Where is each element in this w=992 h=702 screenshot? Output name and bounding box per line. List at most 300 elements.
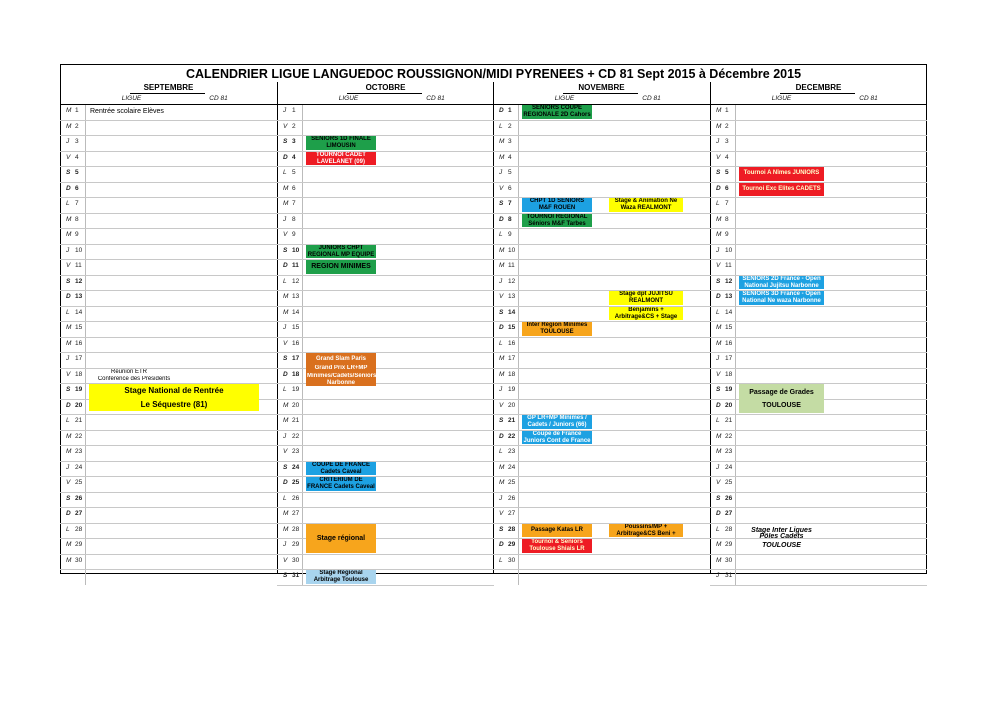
day-number: 8 — [725, 215, 729, 223]
row-line — [60, 414, 277, 415]
day-number: 22 — [725, 432, 733, 440]
day-letter: J — [716, 138, 720, 145]
day-letter: S — [716, 277, 721, 285]
day-number: 1 — [508, 107, 512, 114]
day-number: 6 — [292, 184, 296, 192]
day-number: 1 — [75, 107, 79, 114]
day-letter: V — [66, 153, 71, 161]
dec-seniors-3d: SENIORS 3D France - Open National Ne waza Narbonne — [739, 291, 824, 305]
day-letter: J — [716, 355, 720, 362]
day-letter: J — [716, 572, 720, 579]
day-number: 17 — [75, 355, 83, 362]
row-line — [60, 259, 277, 260]
row-line — [493, 554, 710, 555]
day-letter: L — [283, 277, 287, 285]
row-line — [277, 445, 494, 446]
nov-passage-katas: Passage Katas LR — [522, 524, 592, 538]
dec-stage-inter: Stage Inter Ligues — [751, 526, 812, 534]
dec-seniors-2d: SENIORS 2D France - Open National Jujitsu Narbonne — [739, 276, 824, 290]
day-number: 20 — [75, 401, 83, 409]
day-number: 10 — [292, 246, 300, 254]
day-number: 9 — [508, 231, 512, 238]
row-line — [493, 228, 710, 229]
month-separator — [493, 82, 494, 573]
row-line — [277, 166, 494, 167]
day-number: 23 — [508, 448, 516, 455]
oct-criterium: CRITERIUM DE FRANCE Cadets Caveal — [307, 477, 375, 490]
day-number: 26 — [725, 494, 733, 502]
day-number: 17 — [292, 355, 300, 362]
day-letter: M — [283, 293, 289, 300]
day-number: 28 — [292, 525, 300, 533]
row-line — [710, 445, 927, 446]
row-line — [493, 352, 710, 353]
day-number: 21 — [508, 417, 516, 424]
row-line — [710, 135, 927, 136]
row-line — [277, 213, 494, 214]
day-letter: M — [716, 556, 722, 564]
row-line — [493, 399, 710, 400]
day-letter: D — [716, 293, 721, 300]
day-letter: L — [499, 448, 503, 455]
row-line — [710, 244, 927, 245]
day-number: 1 — [292, 107, 296, 114]
day-number: 4 — [508, 153, 512, 161]
dec-tournoi-nimes: Tournoi A Nîmes JUNIORS — [739, 167, 824, 181]
month-header-2: NOVEMBRE — [578, 83, 625, 92]
nov-tournoi-seniors: Tournoi & Seniors Toulouse Shiais LR — [522, 539, 592, 553]
row-line — [710, 430, 927, 431]
day-letter: D — [499, 324, 504, 331]
day-letter: J — [716, 463, 720, 471]
row-line — [710, 414, 927, 415]
row-line — [710, 476, 927, 477]
row-line — [710, 321, 927, 322]
day-number: 28 — [75, 525, 83, 533]
day-letter: D — [283, 153, 288, 161]
nov-gp: GP LR+MP Minimes / Cadets / Juniors (66) — [522, 415, 592, 429]
nov-benjamins: Benjamins + Arbitrage&CS + Stage — [609, 307, 683, 321]
day-letter: M — [716, 541, 722, 548]
day-letter: D — [66, 510, 71, 517]
day-letter: S — [716, 386, 721, 393]
day-letter: M — [283, 525, 289, 533]
day-number: 10 — [508, 246, 516, 254]
day-letter: M — [66, 215, 72, 223]
day-number: 6 — [508, 184, 512, 192]
day-letter: V — [716, 262, 721, 269]
day-letter: J — [499, 386, 503, 393]
row-line — [493, 368, 710, 369]
day-letter: M — [283, 184, 289, 192]
day-number: 17 — [508, 355, 516, 362]
day-number: 25 — [292, 479, 300, 486]
day-number: 16 — [75, 339, 83, 347]
day-number: 2 — [508, 122, 512, 130]
day-number: 26 — [75, 494, 83, 502]
day-letter: S — [499, 417, 504, 424]
day-number: 14 — [725, 308, 733, 316]
row-line — [277, 430, 494, 431]
month-separator — [710, 82, 711, 573]
day-number: 3 — [75, 138, 79, 145]
day-letter: M — [716, 339, 722, 347]
day-letter: M — [499, 355, 505, 362]
row-line — [60, 492, 277, 493]
oct-stage-regional-minimes: Stage régional — [306, 524, 376, 553]
row-line — [710, 492, 927, 493]
col-label-ligue: LIGUE — [554, 95, 575, 102]
row-line — [277, 585, 494, 586]
row-line — [277, 492, 494, 493]
day-letter: V — [499, 510, 504, 517]
day-letter: M — [66, 541, 72, 548]
day-number: 5 — [725, 169, 729, 176]
day-number: 31 — [292, 572, 300, 579]
day-number: 3 — [292, 138, 296, 145]
row-line — [493, 151, 710, 152]
day-letter: M — [283, 401, 289, 409]
day-letter: L — [716, 417, 720, 424]
day-number: 10 — [75, 246, 83, 254]
day-number: 30 — [292, 556, 300, 564]
day-number: 17 — [725, 355, 733, 362]
col-label-cd: CD 81 — [426, 95, 445, 102]
row-line — [493, 275, 710, 276]
day-number: 13 — [508, 293, 516, 300]
day-number: 29 — [75, 541, 83, 548]
row-line — [493, 337, 710, 338]
row-line — [60, 151, 277, 152]
day-number: 26 — [292, 494, 300, 502]
nov-stage-animation: Stage & Animation Ne Waza REALMONT — [609, 198, 683, 212]
day-letter: D — [499, 107, 504, 114]
day-letter: L — [66, 308, 70, 316]
day-letter: L — [499, 122, 503, 130]
row-line — [60, 337, 277, 338]
day-number: 11 — [75, 262, 82, 269]
day-number: 9 — [725, 231, 729, 238]
row-line — [60, 538, 277, 539]
row-line — [710, 337, 927, 338]
day-number: 29 — [725, 541, 733, 548]
day-number: 8 — [508, 215, 512, 223]
row-line — [277, 275, 494, 276]
day-separator — [85, 104, 86, 585]
day-number: 20 — [725, 401, 733, 409]
day-number: 19 — [292, 386, 300, 393]
day-letter: L — [716, 525, 720, 533]
day-letter: V — [499, 401, 504, 409]
day-letter: M — [716, 432, 722, 440]
day-number: 7 — [508, 200, 512, 207]
day-letter: L — [499, 339, 503, 347]
col-label-ligue: LIGUE — [121, 95, 142, 102]
day-number: 4 — [75, 153, 79, 161]
row-line — [60, 166, 277, 167]
day-number: 2 — [75, 122, 79, 130]
day-letter: M — [66, 324, 72, 331]
day-letter: D — [499, 541, 504, 548]
row-line — [493, 383, 710, 384]
oct-grand-slam: Grand Slam Paris — [306, 353, 376, 367]
day-number: 11 — [508, 262, 515, 269]
day-letter: M — [66, 107, 72, 114]
day-number: 3 — [725, 138, 729, 145]
day-number: 8 — [75, 215, 79, 223]
nov-inter-region: Inter Région Minimes TOULOUSE — [522, 322, 592, 336]
day-number: 28 — [725, 525, 733, 533]
row-line — [60, 445, 277, 446]
day-number: 1 — [725, 107, 729, 114]
day-letter: M — [499, 153, 505, 161]
row-line — [710, 585, 927, 586]
day-letter: L — [66, 200, 70, 207]
row-line — [60, 523, 277, 524]
row-line — [710, 120, 927, 121]
day-letter: D — [283, 479, 288, 486]
nov-tournoi-regional: TOURNOI REGIONAL Séniors M&F Tarbes — [522, 214, 592, 228]
day-number: 29 — [508, 541, 516, 548]
row-line — [60, 461, 277, 462]
day-letter: J — [283, 324, 287, 331]
day-letter: S — [283, 246, 288, 254]
day-letter: S — [499, 200, 504, 207]
day-number: 21 — [725, 417, 733, 424]
row-line — [60, 476, 277, 477]
row-line — [60, 244, 277, 245]
month-header-1: OCTOBRE — [365, 83, 406, 92]
day-letter: M — [66, 231, 72, 238]
row-line — [60, 197, 277, 198]
day-letter: M — [716, 231, 722, 238]
day-number: 9 — [75, 231, 79, 238]
day-letter: J — [283, 215, 287, 223]
day-number: 14 — [292, 308, 300, 316]
row-line — [710, 368, 927, 369]
day-letter: M — [66, 448, 72, 455]
nov-coupe-juniors: Coupe de France Juniors Cont de France — [523, 430, 591, 444]
day-letter: S — [283, 572, 288, 579]
row-line — [60, 213, 277, 214]
row-line — [60, 120, 277, 121]
row-line — [277, 507, 494, 508]
day-number: 15 — [508, 324, 516, 331]
row-line — [493, 445, 710, 446]
col-label-ligue: LIGUE — [771, 95, 792, 102]
day-letter: D — [716, 510, 721, 517]
day-number: 22 — [508, 432, 516, 440]
row-line — [60, 507, 277, 508]
row-line — [710, 569, 927, 570]
day-number: 15 — [725, 324, 733, 331]
day-number: 27 — [292, 510, 300, 517]
day-number: 30 — [725, 556, 733, 564]
day-letter: V — [716, 370, 721, 378]
day-letter: D — [66, 401, 71, 409]
day-letter: M — [66, 432, 72, 440]
day-number: 13 — [75, 293, 83, 300]
day-letter: M — [66, 556, 72, 564]
row-line — [60, 135, 277, 136]
row-line — [277, 290, 494, 291]
day-letter: S — [283, 355, 288, 362]
row-line — [493, 569, 710, 570]
day-letter: D — [716, 184, 721, 192]
day-number: 7 — [725, 200, 729, 207]
row-line — [493, 461, 710, 462]
day-separator — [735, 104, 736, 585]
col-label-ligue: LIGUE — [338, 95, 359, 102]
day-letter: V — [499, 293, 504, 300]
day-letter: V — [283, 448, 288, 455]
day-letter: S — [66, 386, 71, 393]
day-number: 11 — [725, 262, 732, 269]
row-line — [60, 352, 277, 353]
day-letter: J — [499, 277, 503, 285]
page-title: CALENDRIER LIGUE LANGUEDOC ROUSSIGNON/MIDI PYRENEES + CD 81 Sept 2015 à Décembre 2015 — [185, 67, 802, 81]
day-letter: M — [66, 122, 72, 130]
day-number: 16 — [508, 339, 516, 347]
day-letter: L — [499, 556, 503, 564]
row-line — [493, 135, 710, 136]
row-line — [277, 414, 494, 415]
day-letter: J — [716, 246, 720, 254]
day-letter: M — [716, 122, 722, 130]
dec-toulouse: TOULOUSE — [762, 401, 801, 409]
col-label-cd: CD 81 — [642, 95, 661, 102]
day-letter: L — [66, 525, 70, 533]
sep-reunion: Réunion ETR — [110, 368, 148, 375]
oct-minimes-cadets: Minimes/Cadets/Séniors Narbonne — [307, 372, 376, 386]
day-letter: M — [283, 308, 289, 316]
day-letter: V — [283, 339, 288, 347]
row-line — [710, 306, 927, 307]
day-number: 16 — [725, 339, 733, 347]
day-letter: V — [499, 184, 504, 192]
day-number: 31 — [725, 572, 733, 579]
row-line — [493, 166, 710, 167]
row-line — [60, 182, 277, 183]
day-letter: L — [716, 200, 720, 207]
day-number: 4 — [292, 153, 296, 161]
row-line — [277, 228, 494, 229]
row-line — [277, 197, 494, 198]
header-line — [60, 104, 927, 105]
day-number: 25 — [75, 479, 83, 486]
day-letter: M — [716, 448, 722, 455]
day-number: 24 — [508, 463, 516, 471]
day-letter: S — [499, 525, 504, 533]
day-number: 10 — [725, 246, 733, 254]
oct-juniors-chpt: JUNIORS CHPT REGIONAL MP EQUIPE — [307, 244, 375, 258]
day-letter: M — [499, 479, 505, 486]
oct-stage-arbitrage: Stage Régional Arbitrage Toulouse — [306, 570, 376, 584]
row-line — [277, 399, 494, 400]
day-letter: L — [283, 494, 287, 502]
day-letter: J — [66, 463, 70, 471]
day-letter: D — [66, 293, 71, 300]
day-letter: J — [283, 432, 287, 440]
day-number: 18 — [725, 370, 733, 378]
day-number: 21 — [75, 417, 83, 424]
day-number: 19 — [75, 386, 83, 393]
day-number: 27 — [508, 510, 516, 517]
day-number: 2 — [292, 122, 296, 130]
row-line — [493, 476, 710, 477]
sep-rentree: Rentrée scolaire Elèves — [90, 108, 164, 115]
oct-grand-prix: Grand Prix LR+MP — [306, 365, 376, 373]
day-number: 4 — [725, 153, 729, 161]
day-number: 24 — [725, 463, 733, 471]
day-number: 22 — [75, 432, 83, 440]
day-number: 29 — [292, 541, 300, 548]
day-letter: J — [66, 355, 70, 362]
day-number: 24 — [75, 463, 83, 471]
day-letter: L — [283, 169, 287, 176]
day-number: 22 — [292, 432, 300, 440]
nov-stage-jujitsu: Stage dpt JUJITSU REALMONT — [609, 291, 683, 305]
oct-tournoi-cadet: TOURNOI CADET LAVELANET (09) — [306, 152, 376, 166]
dec-toulouse2: TOULOUSE — [762, 542, 801, 549]
nov-chpt-1d: CHPT 1D SENIORS M&F ROUEN — [522, 198, 592, 212]
row-line — [710, 228, 927, 229]
day-number: 8 — [292, 215, 296, 223]
row-line — [60, 569, 277, 570]
sep-conference: Conférence des Présidents — [97, 375, 171, 382]
row-line — [277, 306, 494, 307]
row-line — [60, 321, 277, 322]
row-line — [277, 554, 494, 555]
month-header-3: DECEMBRE — [795, 83, 842, 92]
day-letter: V — [716, 479, 721, 486]
day-number: 15 — [75, 324, 83, 331]
row-line — [493, 120, 710, 121]
row-line — [277, 321, 494, 322]
day-number: 7 — [292, 200, 296, 207]
row-line — [710, 213, 927, 214]
dec-poles: Pôles Cadets — [759, 532, 804, 540]
day-letter: M — [499, 370, 505, 378]
day-letter: S — [283, 463, 288, 471]
row-line — [60, 290, 277, 291]
day-separator — [302, 104, 303, 585]
day-number: 25 — [508, 479, 516, 486]
day-letter: J — [66, 246, 70, 254]
day-letter: D — [283, 370, 288, 378]
oct-coupe-france: COUPE DE FRANCE Cadets Caveal — [306, 462, 376, 476]
row-line — [60, 228, 277, 229]
nov-seniors-coupe: SENIORS COUPE REGIONALE 2D Cahors — [523, 105, 591, 118]
month-separator — [277, 82, 278, 573]
day-number: 6 — [75, 184, 79, 192]
row-line — [277, 182, 494, 183]
col-label-cd: CD 81 — [859, 95, 878, 102]
day-number: 12 — [725, 277, 733, 285]
day-number: 26 — [508, 494, 516, 502]
day-number: 23 — [725, 448, 733, 455]
row-line — [277, 337, 494, 338]
row-line — [710, 461, 927, 462]
day-number: 19 — [725, 386, 733, 393]
row-line — [493, 492, 710, 493]
day-number: 25 — [725, 479, 733, 486]
day-number: 15 — [292, 324, 300, 331]
day-number: 18 — [292, 370, 300, 378]
row-line — [60, 306, 277, 307]
day-letter: M — [499, 262, 505, 269]
day-letter: S — [66, 277, 71, 285]
